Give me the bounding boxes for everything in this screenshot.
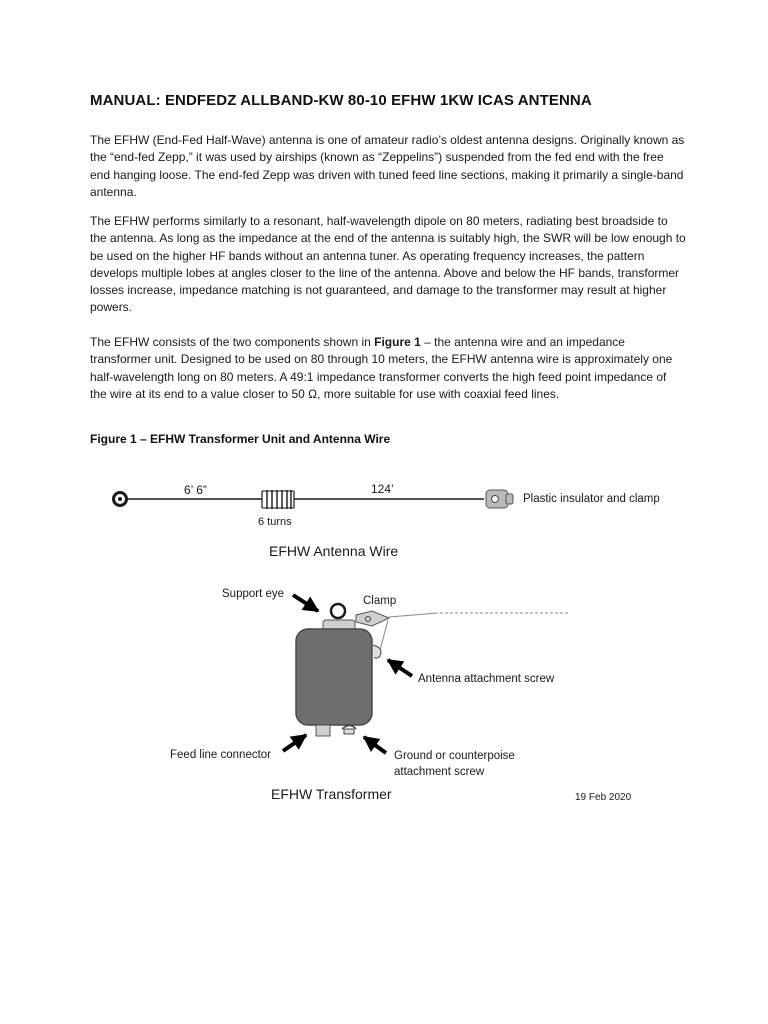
ground-screw-arrow: [364, 737, 386, 753]
transformer-title: EFHW Transformer: [271, 786, 392, 802]
short-length-label: 6’ 6”: [184, 483, 207, 497]
intro-paragraph: The EFHW (End-Fed Half-Wave) antenna is one of amateur radio’s oldest antenna designs. Originally known as the “end-fed Zepp,” it was used by airships (known as “Zeppelins”) suspended from the fed end with the free end hanging loose. The end-fed Zepp was driven with tuned feed line sections, making it primarily a single-band antenna.: [90, 133, 685, 199]
transformer-box: [296, 629, 372, 725]
document-date: 19 Feb 2020: [575, 792, 632, 803]
long-length-label: 124’: [371, 482, 394, 496]
manual-title: MANUAL: ENDFEDZ ALLBAND-KW 80-10 EFHW 1KW ICAS ANTENNA: [90, 92, 592, 109]
figure-caption: Figure 1 – EFHW Transformer Unit and Antenna Wire: [90, 432, 391, 446]
feed-connector-label: Feed line connector: [170, 749, 272, 761]
feed-connector-icon: [316, 725, 330, 736]
support-eye-icon: [331, 604, 345, 618]
components-text-before: The EFHW consists of the two components shown in: [90, 335, 375, 349]
ground-screw-label-line1: Ground or counterpoise: [394, 750, 515, 762]
insulator-label: Plastic insulator and clamp: [523, 493, 660, 505]
antenna-screw-arrow: [388, 660, 412, 676]
ring-lug-center: [118, 497, 122, 501]
internal-lead: [380, 620, 388, 650]
antenna-wire-diagram: [114, 482, 660, 559]
clamp-label: Clamp: [363, 595, 397, 607]
feed-connector-arrow: [283, 735, 306, 751]
coil-icon: [262, 490, 294, 509]
antenna-wire-title: EFHW Antenna Wire: [269, 543, 399, 559]
antenna-screw-label: Antenna attachment screw: [418, 673, 555, 685]
insulator-icon: [486, 490, 513, 508]
figure-reference: Figure 1: [374, 335, 421, 349]
antenna-screw-icon: [373, 645, 381, 658]
performance-paragraph: The EFHW performs similarly to a resonant, half-wavelength dipole on 80 meters, radiating best broadside to the antenna. As long as the impedance at the end of the antenna is suitably high, the SWR will be low enough to be used on the higher HF bands without an antenna tuner. As operating frequency increases, the pattern develops multiple lobes at angles closer to the line of the antenna. Above and below the HF bands, transformer losses increase, impedance matching is not guaranteed, and damage to the transformer may result at higher powers.: [90, 214, 686, 315]
support-eye-label: Support eye: [222, 588, 285, 600]
attached-wire: [389, 613, 438, 617]
transformer-diagram: [170, 588, 632, 803]
ground-screw-label-line2: attachment screw: [394, 766, 485, 778]
coil-turns-label: 6 turns: [258, 516, 292, 528]
clamp-icon: [356, 611, 389, 626]
support-eye-arrow: [293, 595, 318, 611]
ground-screw-icon: [342, 726, 356, 730]
components-text-after: – the antenna wire and an impedance transformer unit. Designed to be used on 80 through 10 meters, the EFHW antenna wire is approximately one half-wavelength long on 80 meters. A 49:1 impedance transformer converts the high feed point impedance of the wire at its end to a value closer to 50 Ω, more suitable for use with coaxial feed lines.: [90, 335, 673, 401]
